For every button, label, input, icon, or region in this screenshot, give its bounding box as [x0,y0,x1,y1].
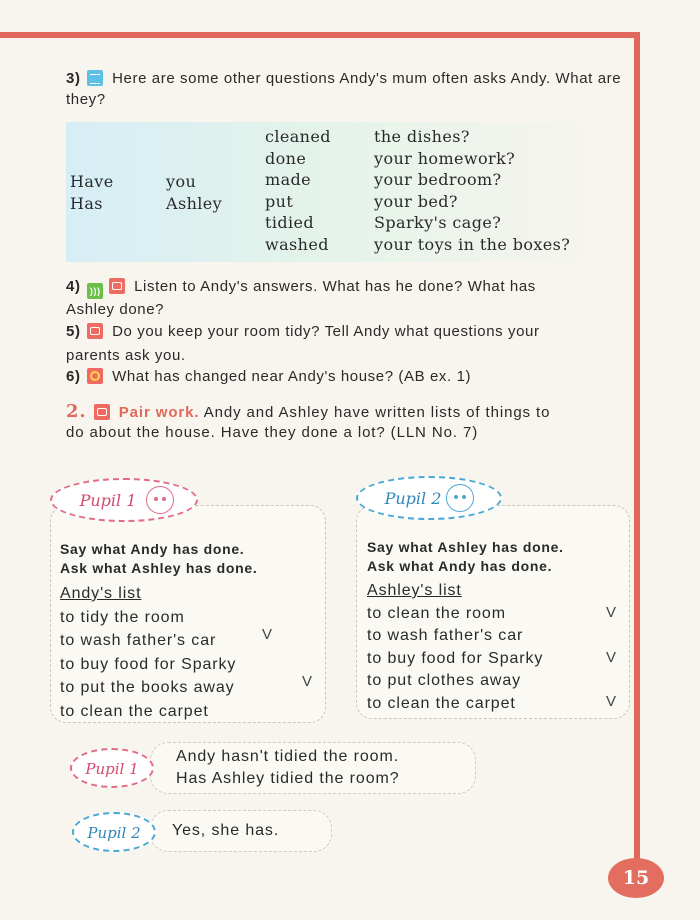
list-item: to wash father's car [60,632,217,649]
girl-face-icon [146,486,174,514]
table-cell: made [265,170,312,189]
table-cell: your homework? [374,148,516,168]
exercise-5-text: Do you keep your room tidy? Tell Andy what questions your parents ask you. [66,323,540,364]
exercise-6-number: 6) [66,368,81,385]
pupil-1-badge [50,478,198,522]
table-col-aux [70,171,114,214]
exercise-6-text: What has changed near Andy's house? (AB ex. 1) [112,368,472,385]
table-col-object [374,126,570,255]
table-cell: cleaned [265,127,331,146]
dialogue-pupil-2-text [172,820,279,842]
exercise-5-number: 5) [66,323,81,340]
list-item: to tidy the room [60,608,185,626]
exercise-3-text: Here are some other questions Andy's mum often asks Andy. What are they? [66,70,622,108]
dialogue-pupil-2-label: Pupil 2 [87,824,141,842]
exercise-3 [66,68,622,110]
table-cell: Ashley [166,193,223,213]
list-item: to buy food for Sparky [367,649,544,667]
dialogue-line: Yes, she has. [172,822,280,839]
exercise-5 [66,320,572,368]
list-title: Ashley's list [367,582,462,599]
table-cell: put [265,191,294,211]
list-item: to put clothes away [367,672,522,689]
table-cell: you [166,172,197,191]
exercise-2-number: 2. [66,401,87,422]
pupil-2-badge [356,476,502,520]
done-tick: V [606,693,617,710]
done-tick: V [606,604,617,621]
pair-work-label: Pair work. [118,404,200,421]
dialogue-line: Has Ashley tidied the room? [176,770,400,787]
list-item: to clean the room [367,604,506,622]
page-frame-right [634,32,640,862]
speech-icon [87,323,103,339]
ashleys-list [367,580,543,715]
table-cell: your toys in the boxes? [374,234,571,254]
table-cell: done [265,148,307,168]
exercise-4 [66,276,566,320]
exercise-2-text: Andy and Ashley have written lists of things to do about the house. Have they done a lot? (LLN No. 7) [66,404,551,441]
pupil-1-badge-label: Pupil 1 [79,491,137,510]
question-table [66,122,614,262]
list-item: to clean the carpet [367,694,516,712]
done-tick: V [262,626,273,643]
speech-icon [94,404,110,420]
boy-face-icon [446,484,474,512]
pupil-2-tasks [367,538,564,576]
done-tick: V [302,673,313,690]
done-tick: V [606,649,617,666]
exercise-4-text: Listen to Andy's answers. What has he done? What has Ashley done? [66,278,536,318]
table-cell: Has [70,193,103,213]
list-item: to put the books away [60,679,235,696]
page-frame-top [0,32,640,38]
dialogue-line: Andy hasn't tidied the room. [176,748,400,765]
list-item: to clean the carpet [60,702,209,720]
exercise-3-number: 3) [66,70,81,87]
audio-icon [87,283,103,299]
table-cell: Sparky's cage? [374,213,502,232]
andys-list [60,582,236,723]
table-col-verb [265,126,331,255]
exercise-4-number: 4) [66,278,81,295]
pupil-1-task-say: Say what Andy has done. [60,541,245,557]
dialogue-pupil-1-badge [70,748,154,788]
pupil-2-badge-label: Pupil 2 [384,489,442,508]
pupil-2-task-ask: Ask what Andy has done. [367,558,553,574]
table-col-subject [166,171,222,214]
pupil-1-task-ask: Ask what Ashley has done. [60,560,258,576]
page-number: 15 [608,858,664,898]
table-cell: your bedroom? [374,170,502,189]
exercise-pair-work [66,402,568,443]
dialogue-pupil-1-label: Pupil 1 [85,760,139,778]
book-icon [87,70,103,86]
exercise-6 [66,368,586,385]
table-cell: the dishes? [374,127,470,146]
dialogue-pupil-2-badge [72,812,156,852]
table-cell: Have [70,172,114,191]
list-title: Andy's list [60,585,142,602]
table-cell: tidied [265,213,315,232]
table-cell: your bed? [374,191,458,211]
list-item: to buy food for Sparky [60,655,237,673]
pupil-1-tasks [60,540,257,578]
activity-book-icon [87,368,103,384]
speech-icon [109,278,125,294]
table-cell: washed [265,234,329,254]
dialogue-pupil-1-text [176,746,400,790]
pupil-2-task-say: Say what Ashley has done. [367,539,564,555]
list-item: to wash father's car [367,627,524,644]
